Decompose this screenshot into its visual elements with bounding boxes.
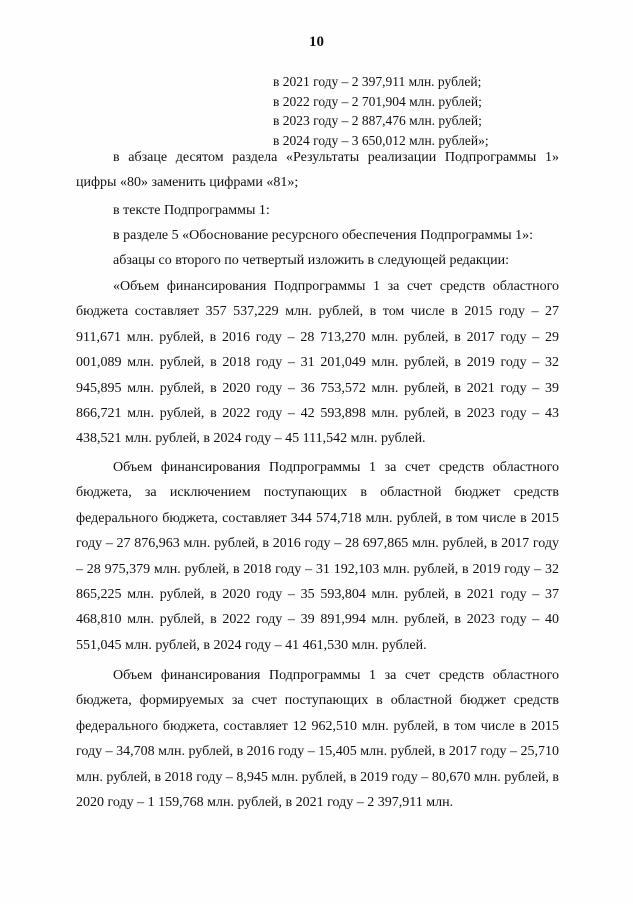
amendment-paragraph: в абзаце десятом раздела «Результаты реализации Подпрограммы 1» цифры «80» заменить цифрами «81»; <box>76 150 559 191</box>
year-amount-line: в 2022 году – 2 701,904 млн. рублей; <box>273 93 482 109</box>
financing-paragraph: Объем финансирования Подпрограммы 1 за счет средств областного бюджета, формируемых за счет поступающих в областной бюджет средств федерального бюджета, составляет 12 962,510 млн. рублей, в том числе в 2015 году – 34,708 млн. рублей, в 2016 году – 15,405 млн. рублей, в 2017 году – 25,710 млн. рублей, в 2018 году – 8,945 млн. рублей, в 2019 году – 80,670 млн. рублей, в 2020 году – 1 159,768 млн. рублей, в 2021 году – 2 397,911 млн. <box>76 668 559 811</box>
financing-paragraph: Объем финансирования Подпрограммы 1 за счет средств областного бюджета, за исключением поступающих в областной бюджет средств федерального бюджета, составляет 344 574,718 млн. рублей, в том числе в 2015 году – 27 876,963 млн. рублей, в 2016 году – 28 697,865 млн. рублей, в 2017 году – 28 975,379 млн. рублей, в 2018 году – 31 192,103 млн. рублей, в 2019 году – 32 865,225 млн. рублей, в 2020 году – 35 593,804 млн. рублей, в 2021 году – 37 468,810 млн. рублей, в 2022 году – 39 891,994 млн. рублей, в 2023 году – 40 551,045 млн. рублей, в 2024 году – 41 461,530 млн. рублей. <box>76 460 559 653</box>
year-amount-line: в 2023 году – 2 887,476 млн. рублей; <box>273 113 482 128</box>
instruction-line: в тексте Подпрограммы 1: <box>113 203 270 218</box>
page-number: 10 <box>309 34 324 50</box>
financing-paragraph: «Объем финансирования Подпрограммы 1 за счет средств областного бюджета составляет 357 537,229 млн. рублей, в том числе в 2015 году – 27 911,671 млн. рублей, в 2016 году – 28 713,270 млн. рублей, в 2017 году – 29 001,089 млн. рублей, в 2018 году – 31 201,049 млн. рублей, в 2019 году – 32 945,895 млн. рублей, в 2020 году – 36 753,572 млн. рублей, в 2021 году – 39 866,721 млн. рублей, в 2022 году – 42 593,898 млн. рублей, в 2023 году – 43 438,521 млн. рублей, в 2024 году – 45 111,542 млн. рублей. <box>76 279 559 447</box>
year-amount-line: в 2021 году – 2 397,911 млн. рублей; <box>273 74 482 89</box>
instruction-line: в разделе 5 «Обоснование ресурсного обеспечения Подпрограммы 1»: <box>113 228 533 243</box>
instruction-line: абзацы со второго по четвертый изложить в следующей редакции: <box>113 253 509 268</box>
year-amount-line: в 2024 году – 3 650,012 млн. рублей»; <box>273 132 489 148</box>
year-amounts-list <box>273 72 489 150</box>
